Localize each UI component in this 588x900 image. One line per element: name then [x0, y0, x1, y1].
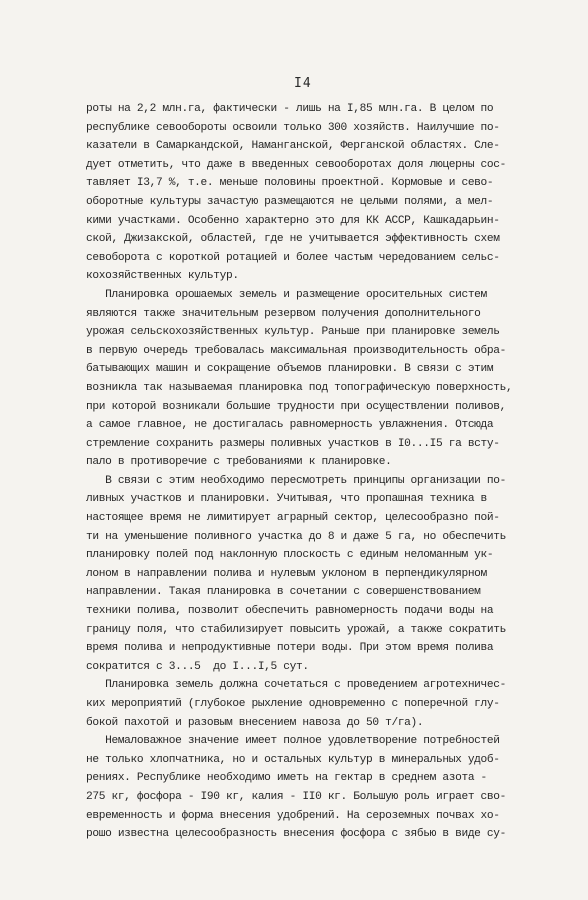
text-line: кими участками. Особенно характерно это для КК АССР, Кашкадарьин-	[86, 214, 500, 227]
text-line: урожая сельскохозяйственных культур. Раньше при планировке земель	[86, 326, 500, 339]
text-line: бокой пахотой и разовым внесением навоза до 50 т/га).	[86, 716, 424, 729]
text-line: планировку полей под наклонную плоскость с единым неломанным ук-	[86, 549, 494, 562]
paragraph	[86, 472, 538, 677]
text-line: лоном в направлении полива и нулевым уклоном в перпендикулярном	[86, 567, 487, 580]
text-line: возникла так называемая планировка под топографическую поверхность,	[86, 381, 513, 394]
text-line: направлении. Такая планировка в сочетании с совершенствованием	[86, 586, 481, 599]
text-line: ской, Джизакской, областей, где не учитывается эффективность схем	[86, 233, 500, 246]
text-line: время полива и непродуктивные потери воды. При этом время полива	[86, 642, 494, 655]
text-line: являются также значительным резервом получения дополнительного	[86, 307, 481, 320]
text-line: ливных участков и планировки. Учитывая, что пропашная техника в	[86, 493, 487, 506]
text-line: В связи с этим необходимо пересмотреть принципы организации по-	[86, 474, 506, 487]
text-line: не только хлопчатника, но и остальных культур в минеральных удоб-	[86, 753, 500, 766]
text-line: стремление сохранить размеры поливных участков в I0...I5 га всту-	[86, 437, 500, 450]
text-line: в первую очередь требовалась максимальная производительность обра-	[86, 344, 506, 357]
text-line: кохозяйственных культур.	[86, 270, 239, 283]
text-line: Немаловажное значение имеет полное удовлетворение потребностей	[86, 735, 500, 748]
text-line: пало в противоречие с требованиями к планировке.	[86, 456, 392, 469]
text-line: настоящее время не лимитирует аграрный сектор, целесообразно пой-	[86, 512, 500, 525]
text-line: Планировка орошаемых земель и размещение оросительных систем	[86, 288, 487, 301]
text-line: тавляет I3,7 %, т.е. меньше половины проектной. Кормовые и сево-	[86, 177, 494, 190]
paragraph	[86, 732, 538, 844]
text-line: роты на 2,2 млн.га, фактически - лишь на I,85 млн.га. В целом по	[86, 103, 494, 115]
text-line: ти на уменьшение поливного участка до 8 и даже 5 га, но обеспечить	[86, 530, 506, 543]
text-line: техники полива, позволит обеспечить равномерность подачи воды на	[86, 605, 494, 618]
text-line: батывающих машин и сокращение объемов планировки. В связи с этим	[86, 363, 494, 376]
page-number: I4	[294, 76, 312, 91]
text-line: евременность и форма внесения удобрений. На сероземных почвах хо-	[86, 809, 500, 822]
paragraph	[86, 676, 538, 732]
text-line: при которой возникали большие трудности при осуществлении поливов,	[86, 400, 506, 413]
text-line: севоборота с короткой ротацией и более частым чередованием сельс-	[86, 251, 500, 264]
body-text	[86, 100, 538, 844]
text-line: сократится с 3...5 до I...I,5 сут.	[86, 660, 309, 673]
text-line: ких мероприятий (глубокое рыхление одновременно с поперечной глу-	[86, 698, 500, 710]
text-line: границу поля, что стабилизирует повысить урожай, а также сократить	[86, 623, 506, 636]
text-line: рошо известна целесообразность внесения фосфора с зябью в виде су-	[86, 828, 506, 841]
text-line: республике севообороты освоили только 300 хозяйств. Наилучшие по-	[86, 121, 500, 134]
paragraph	[86, 286, 538, 472]
text-line: рениях. Республике необходимо иметь на гектар в среднем азота -	[86, 772, 487, 785]
paragraph	[86, 100, 538, 286]
text-line: оборотные культуры зачастую размещаются не целыми полями, а мел-	[86, 195, 494, 208]
text-line: казатели в Самаркандской, Наманганской, Ферганской областях. Сле-	[86, 140, 500, 153]
text-line: Планировка земель должна сочетаться с проведением агротехничес-	[86, 679, 506, 692]
text-line: 275 кг, фосфора - I90 кг, калия - II0 кг. Большую роль играет сво-	[86, 790, 506, 803]
text-line: дует отметить, что даже в введенных севооборотах доля люцерны сос-	[86, 158, 506, 171]
text-line: а самое главное, не достигалась равномерность увлажнения. Отсюда	[86, 419, 494, 432]
